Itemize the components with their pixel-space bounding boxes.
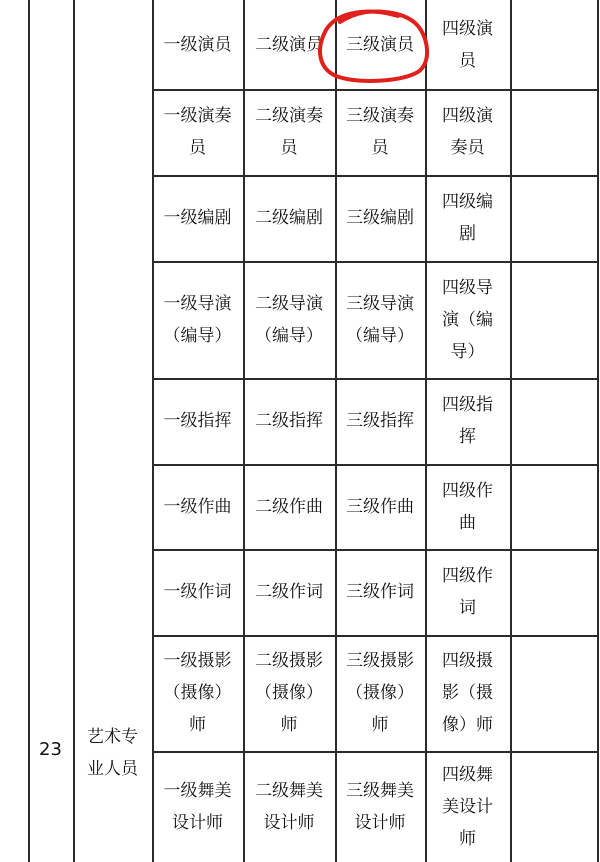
- title-cell: 一级导演（编导）: [163, 293, 232, 346]
- title-cell: 四级演员: [442, 18, 493, 71]
- title-cell: 四级作曲: [442, 480, 493, 533]
- title-cell: 二级作词: [255, 582, 323, 602]
- title-cell: 三级作曲: [346, 496, 414, 517]
- title-cell: 一级作词: [163, 582, 232, 602]
- title-cell: 一级编剧: [163, 208, 232, 228]
- title-cell: 一级演员: [163, 34, 232, 55]
- title-cell: 二级编剧: [255, 208, 323, 228]
- title-cell: 四级演奏员: [442, 106, 493, 158]
- title-cell: 一级演奏员: [163, 106, 232, 158]
- grid-line: [597, 0, 599, 862]
- title-cell-highlighted: 三级演员: [346, 34, 414, 55]
- title-cell: 四级指挥: [442, 395, 493, 447]
- title-cell: 四级编剧: [442, 192, 493, 244]
- title-cell: 一级指挥: [163, 411, 232, 431]
- title-cell: 三级作词: [346, 582, 414, 602]
- title-cell: 三级编剧: [346, 208, 414, 228]
- title-cell: 二级作曲: [255, 496, 323, 517]
- title-cell: 一级舞美设计师: [163, 780, 232, 833]
- title-cell: 二级舞美设计师: [255, 780, 323, 833]
- title-cell: 四级导演（编导）: [442, 277, 493, 362]
- title-cell: 二级导演（编导）: [255, 293, 323, 346]
- title-cell: 三级演奏员: [346, 106, 414, 158]
- title-cell: 四级摄影（摄像）师: [442, 651, 493, 735]
- title-cell: 四级舞美设计师: [442, 764, 493, 849]
- title-cell: 三级导演（编导）: [346, 293, 414, 346]
- row-number-cell: 23: [39, 739, 62, 760]
- title-cell: 二级演员: [255, 34, 323, 55]
- category-cell: 艺术专业人员: [87, 727, 138, 779]
- title-cell: 二级指挥: [255, 411, 323, 431]
- title-cell: 四级作词: [442, 566, 493, 618]
- title-cell: 二级摄影（摄像）师: [255, 651, 323, 735]
- title-cell: 一级摄影（摄像）师: [163, 651, 232, 735]
- title-cell: 三级指挥: [346, 411, 414, 431]
- title-cell: 三级舞美设计师: [346, 780, 414, 833]
- title-cell: 一级作曲: [163, 496, 232, 517]
- title-cell: 三级摄影（摄像）师: [346, 651, 414, 735]
- grid-line: [510, 0, 512, 862]
- title-cell: 二级演奏员: [255, 106, 323, 158]
